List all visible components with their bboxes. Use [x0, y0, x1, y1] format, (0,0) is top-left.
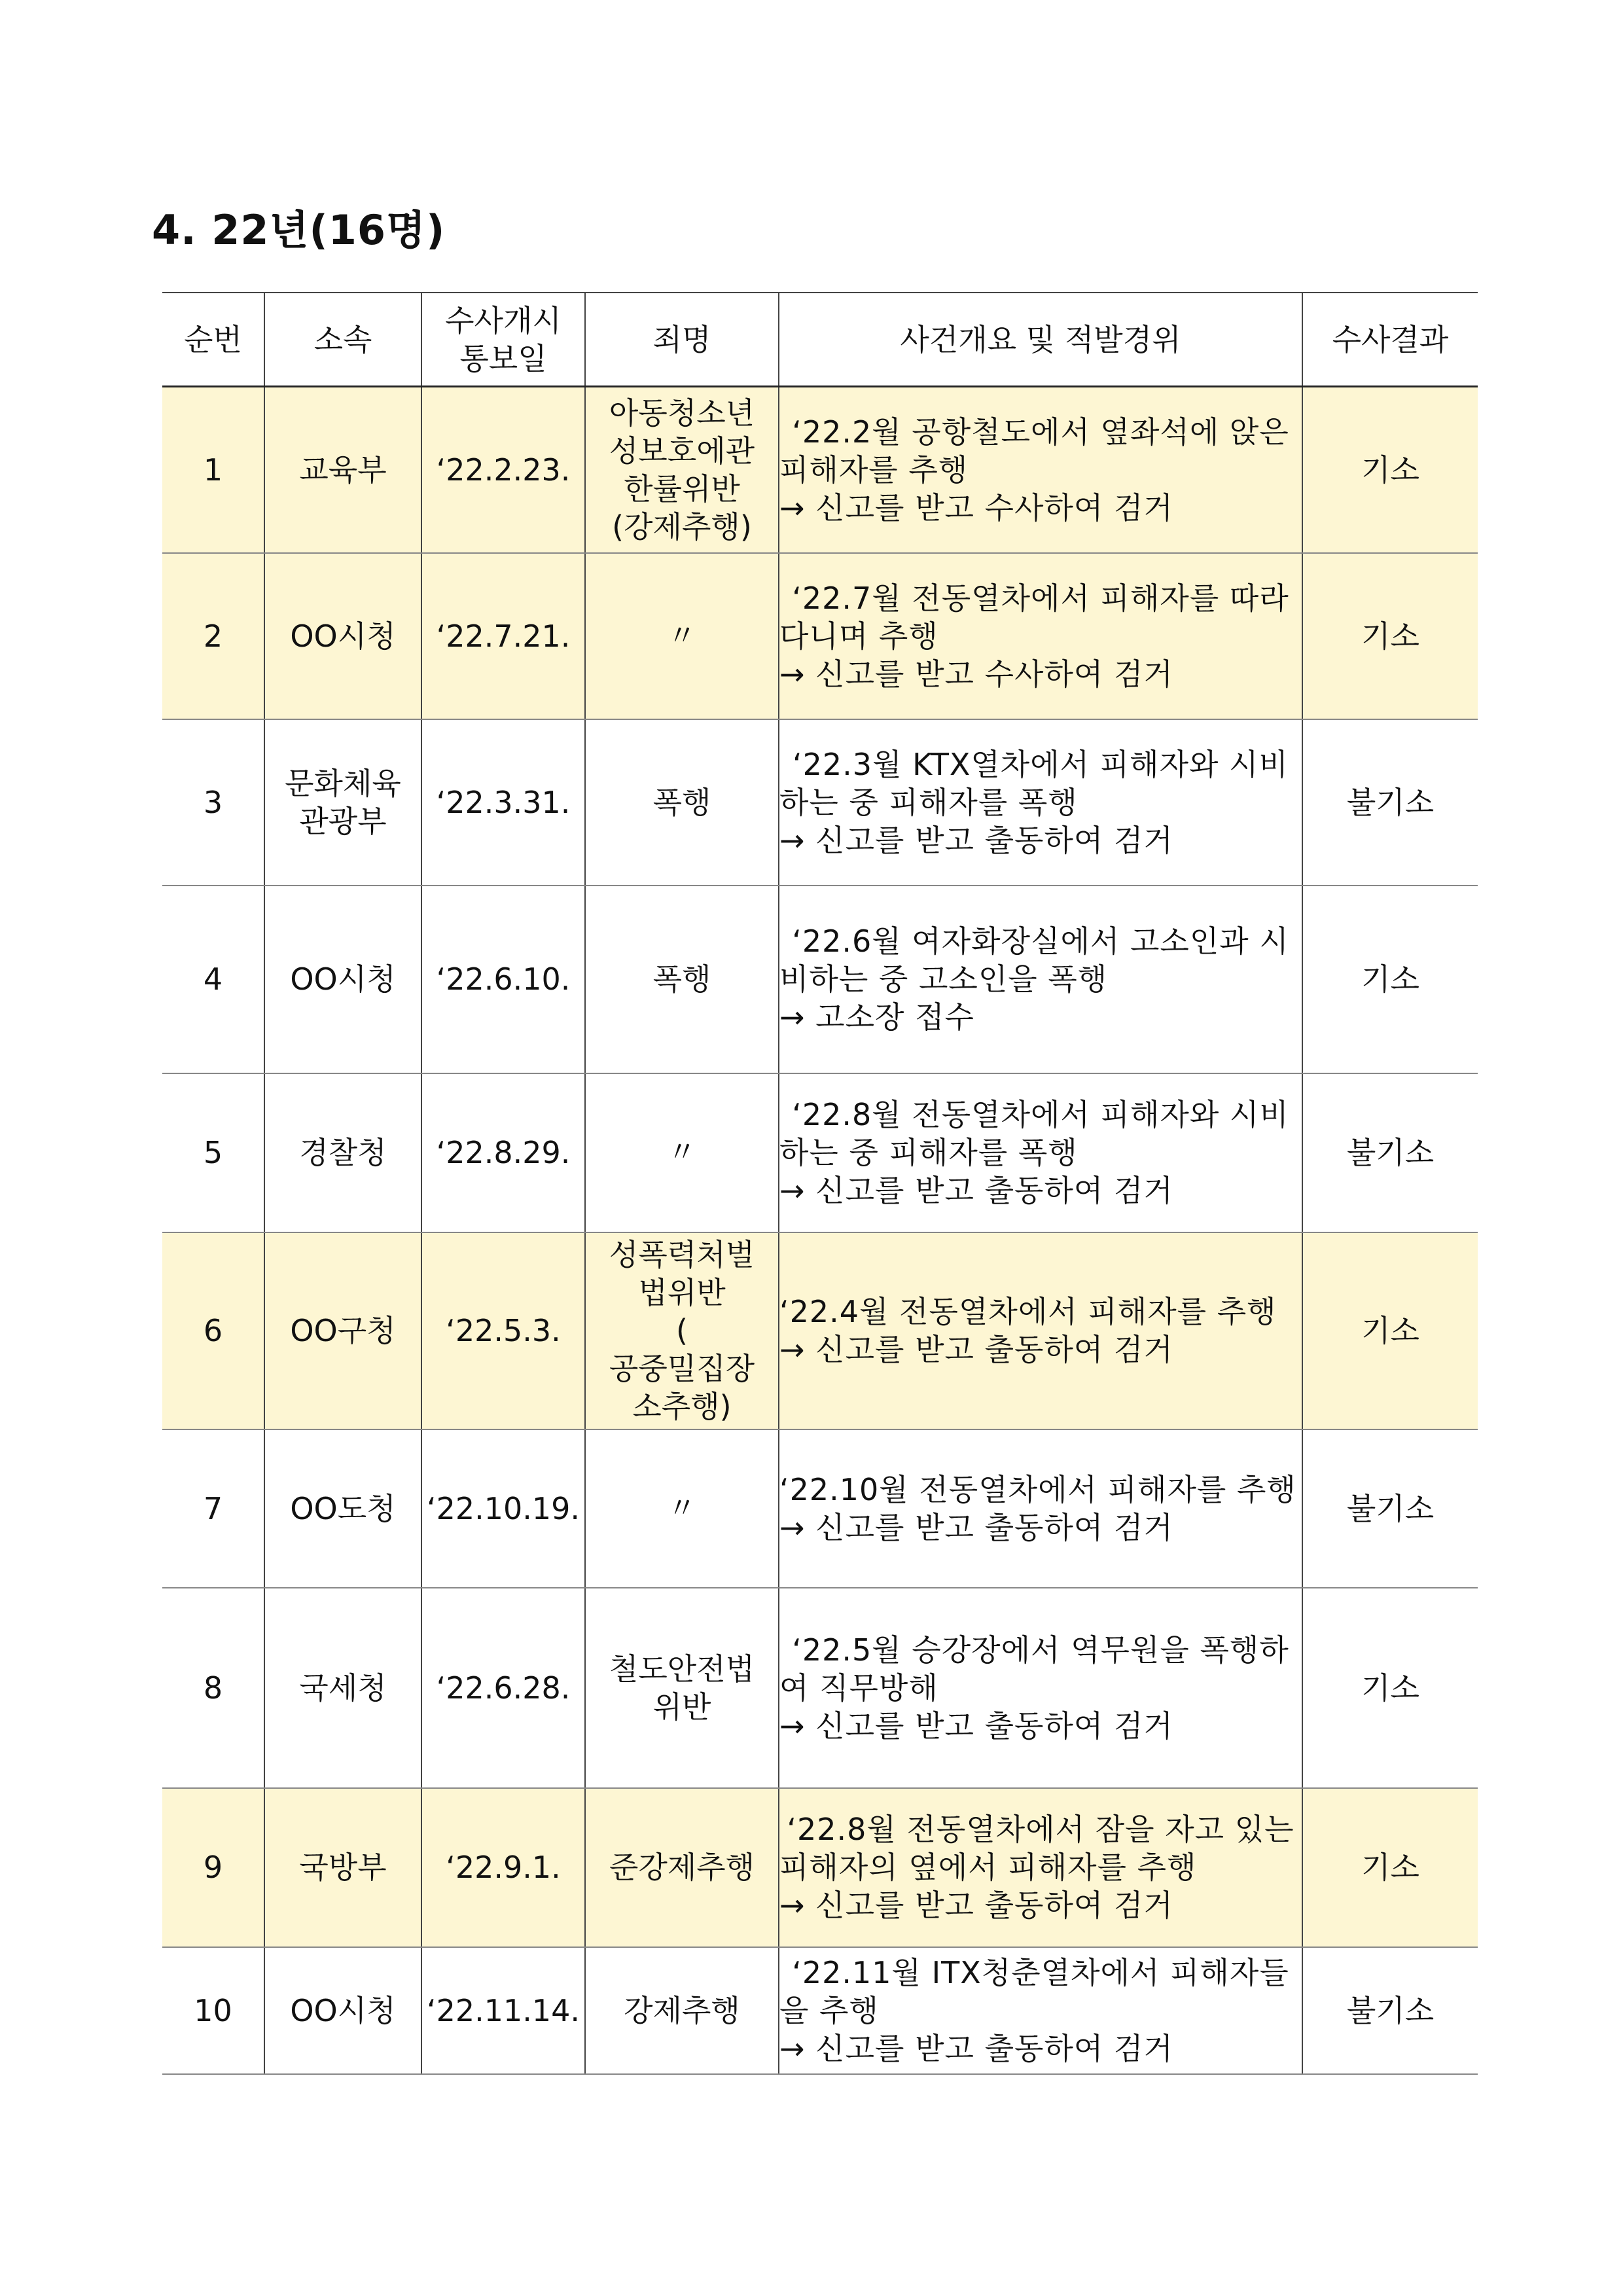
summary-text: ‘22.11월 ITX청춘열차에서 피해자들을 추행	[779, 1954, 1289, 2028]
summary-text: ‘22.4월 전동열차에서 피해자를 추행	[779, 1294, 1277, 1329]
table-row	[162, 553, 1478, 719]
table-row	[162, 1588, 1478, 1788]
cell-summary	[779, 1947, 1302, 2074]
crime-line: 공중밀집장	[609, 1351, 755, 1386]
cell-no: 9	[162, 1788, 264, 1947]
crime-line: 철도안전법	[609, 1651, 755, 1687]
cell-org	[264, 553, 421, 719]
summary-text: ‘22.2월 공항철도에서 옆좌석에 앉은 피해자를 추행	[779, 414, 1289, 488]
cell-result: 기소	[1302, 1232, 1478, 1429]
cell-result: 불기소	[1302, 719, 1478, 886]
cell-result: 불기소	[1302, 1947, 1478, 2074]
cell-summary	[779, 387, 1302, 553]
cell-summary	[779, 1232, 1302, 1429]
table-row	[162, 1788, 1478, 1947]
table-row	[162, 719, 1478, 886]
cell-date: ‘22.6.28.	[421, 1588, 585, 1788]
cell-no: 7	[162, 1429, 264, 1588]
crime-line: 〃	[668, 1136, 696, 1169]
table-row	[162, 1947, 1478, 2074]
org-line: OO시청	[290, 618, 396, 654]
crime-line: 성폭력처벌	[609, 1237, 755, 1272]
org-line: 경찰청	[299, 1135, 387, 1170]
cell-org	[264, 1588, 421, 1788]
cell-date: ‘22.5.3.	[421, 1232, 585, 1429]
summary-arrow-text: → 신고를 받고 출동하여 검거	[779, 2030, 1173, 2066]
summary-arrow-text: → 신고를 받고 출동하여 검거	[779, 1509, 1173, 1545]
summary-arrow-text: → 신고를 받고 수사하여 검거	[779, 656, 1173, 692]
summary-arrow-text: → 신고를 받고 출동하여 검거	[779, 1173, 1173, 1208]
cell-crime	[585, 387, 779, 553]
org-line: 국방부	[299, 1850, 387, 1885]
summary-text: ‘22.5월 승강장에서 역무원을 폭행하여 직무방해	[779, 1632, 1289, 1706]
crime-line: 성보호에관	[609, 433, 755, 469]
table-header-row	[162, 293, 1478, 387]
cell-org	[264, 886, 421, 1073]
table-row	[162, 387, 1478, 553]
summary-text: ‘22.6월 여자화장실에서 고소인과 시비하는 중 고소인을 폭행	[779, 924, 1289, 997]
table-row	[162, 1429, 1478, 1588]
cell-summary	[779, 1073, 1302, 1232]
summary-arrow-text: → 신고를 받고 출동하여 검거	[779, 1708, 1173, 1744]
cell-result: 기소	[1302, 1588, 1478, 1788]
cell-crime	[585, 1788, 779, 1947]
cell-org	[264, 1232, 421, 1429]
header-crime: 죄명	[585, 293, 779, 387]
org-line: 문화체육	[285, 765, 401, 801]
cell-crime	[585, 1588, 779, 1788]
cell-date: ‘22.11.14.	[421, 1947, 585, 2074]
summary-text: ‘22.10월 전동열차에서 피해자를 추행	[779, 1471, 1296, 1507]
cell-result: 기소	[1302, 1788, 1478, 1947]
crime-line: 법위반	[638, 1275, 726, 1310]
cell-no: 10	[162, 1947, 264, 2074]
cell-crime	[585, 553, 779, 719]
crime-line: 준강제추행	[609, 1850, 755, 1885]
cell-result: 기소	[1302, 387, 1478, 553]
cell-org	[264, 1073, 421, 1232]
summary-arrow-text: → 신고를 받고 출동하여 검거	[779, 822, 1173, 858]
crime-line: 소추행)	[632, 1389, 732, 1424]
crime-line: 〃	[668, 619, 696, 653]
cell-crime	[585, 1232, 779, 1429]
cell-date: ‘22.2.23.	[421, 387, 585, 553]
summary-arrow-text: → 신고를 받고 출동하여 검거	[779, 1332, 1173, 1367]
cell-summary	[779, 1788, 1302, 1947]
summary-text: ‘22.8월 전동열차에서 피해자와 시비하는 중 피해자를 폭행	[779, 1097, 1289, 1170]
cell-no: 4	[162, 886, 264, 1073]
crime-line: 아동청소년	[609, 395, 755, 431]
cell-result: 불기소	[1302, 1429, 1478, 1588]
header-summary: 사건개요 및 적발경위	[779, 293, 1302, 387]
summary-text: ‘22.8월 전동열차에서 잠을 자고 있는 피해자의 옆에서 피해자를 추행	[779, 1812, 1294, 1885]
cell-org	[264, 1429, 421, 1588]
cell-no: 6	[162, 1232, 264, 1429]
header-date-line1: 수사개시	[445, 302, 562, 338]
crime-line: 폭행	[652, 961, 711, 997]
org-line: OO구청	[290, 1313, 396, 1348]
cell-summary	[779, 719, 1302, 886]
case-table	[162, 292, 1478, 2075]
cell-no: 2	[162, 553, 264, 719]
summary-text: ‘22.3월 KTX열차에서 피해자와 시비하는 중 피해자를 폭행	[779, 746, 1289, 820]
cell-summary	[779, 1429, 1302, 1588]
cell-no: 8	[162, 1588, 264, 1788]
cell-date: ‘22.9.1.	[421, 1788, 585, 1947]
cell-date: ‘22.8.29.	[421, 1073, 585, 1232]
table-row	[162, 1232, 1478, 1429]
cell-crime	[585, 1429, 779, 1588]
summary-arrow-text: → 고소장 접수	[779, 999, 974, 1035]
header-no: 순번	[162, 293, 264, 387]
cell-summary	[779, 886, 1302, 1073]
cell-crime	[585, 1947, 779, 2074]
cell-date: ‘22.10.19.	[421, 1429, 585, 1588]
crime-line: 〃	[668, 1491, 696, 1525]
cell-result: 기소	[1302, 553, 1478, 719]
org-line: 관광부	[299, 803, 387, 839]
cell-org	[264, 719, 421, 886]
crime-line: (강제추행)	[612, 509, 752, 545]
cell-summary	[779, 553, 1302, 719]
org-line: OO시청	[290, 961, 396, 997]
cell-crime	[585, 1073, 779, 1232]
cell-org	[264, 387, 421, 553]
cell-no: 3	[162, 719, 264, 886]
org-line: OO도청	[290, 1490, 396, 1526]
crime-line: (	[676, 1313, 688, 1348]
header-result: 수사결과	[1302, 293, 1478, 387]
summary-arrow-text: → 신고를 받고 수사하여 검거	[779, 490, 1173, 526]
cell-summary	[779, 1588, 1302, 1788]
cell-result: 기소	[1302, 886, 1478, 1073]
cell-date: ‘22.3.31.	[421, 719, 585, 886]
cell-date: ‘22.7.21.	[421, 553, 585, 719]
cell-no: 1	[162, 387, 264, 553]
org-line: 국세청	[299, 1670, 387, 1706]
crime-line: 폭행	[652, 784, 711, 820]
crime-line: 한률위반	[624, 471, 740, 507]
cell-crime	[585, 886, 779, 1073]
cell-org	[264, 1947, 421, 2074]
header-org: 소속	[264, 293, 421, 387]
cell-date: ‘22.6.10.	[421, 886, 585, 1073]
summary-arrow-text: → 신고를 받고 출동하여 검거	[779, 1888, 1173, 1923]
header-date-line2: 통보일	[459, 340, 547, 376]
header-date	[421, 293, 585, 387]
org-line: OO시청	[290, 1992, 396, 2028]
table-row	[162, 1073, 1478, 1232]
cell-no: 5	[162, 1073, 264, 1232]
crime-line: 강제추행	[624, 1992, 740, 2028]
cell-org	[264, 1788, 421, 1947]
section-heading: 4. 22년(16명)	[152, 206, 446, 254]
summary-text: ‘22.7월 전동열차에서 피해자를 따라 다니며 추행	[779, 580, 1289, 654]
cell-crime	[585, 719, 779, 886]
org-line: 교육부	[299, 452, 387, 488]
crime-line: 위반	[652, 1689, 711, 1725]
cell-result: 불기소	[1302, 1073, 1478, 1232]
table-row	[162, 886, 1478, 1073]
